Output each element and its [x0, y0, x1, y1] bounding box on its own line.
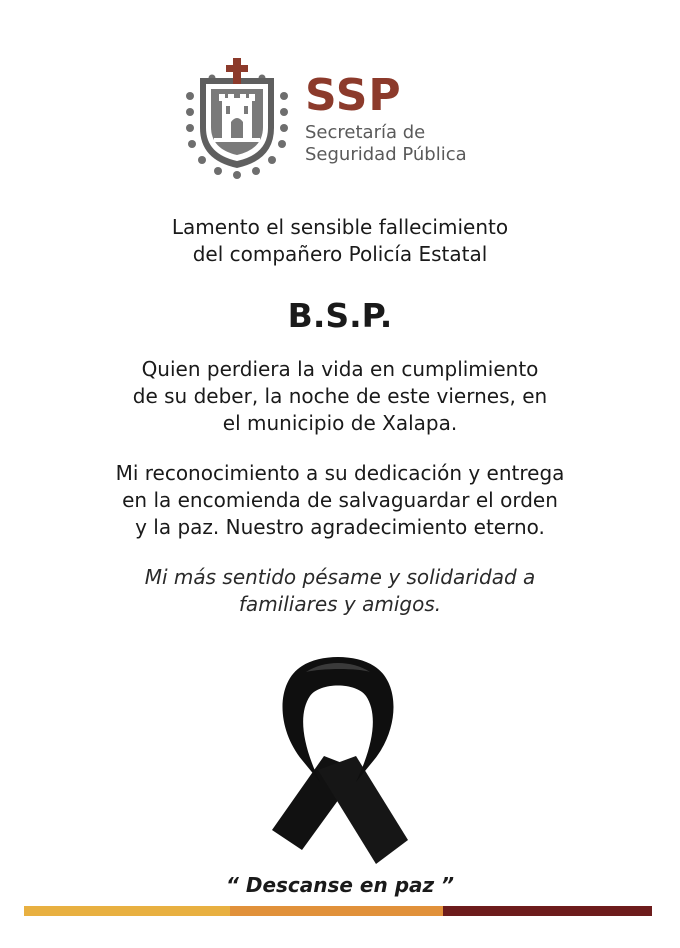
mourning-ribbon-icon — [262, 652, 414, 872]
footer-color-bar — [24, 906, 652, 916]
intro-text — [0, 214, 680, 268]
coat-of-arms-icon — [178, 56, 296, 184]
ssp-name-line1: Secretaría de — [305, 122, 426, 143]
recognition-paragraph — [0, 460, 680, 541]
ssp-logo — [0, 52, 680, 192]
circumstances-paragraph — [0, 356, 680, 437]
paragraph-line: de su deber, la noche de este viernes, en — [132, 384, 548, 408]
condolence-line: Mi más sentido pésame y solidaridad a — [144, 565, 536, 589]
ssp-name-line2: Seguridad Pública — [305, 144, 467, 165]
bar-segment-maroon — [443, 906, 652, 916]
paragraph-line: Mi reconocimiento a su dedicación y entrega — [115, 461, 565, 485]
paragraph-line: Quien perdiera la vida en cumplimiento — [141, 357, 539, 381]
ssp-acronym: SSP — [305, 70, 402, 121]
deceased-initials: B.S.P. — [287, 296, 393, 335]
condolence-line: familiares y amigos. — [238, 592, 442, 616]
bar-segment-orange — [230, 906, 443, 916]
paragraph-line: el municipio de Xalapa. — [222, 411, 458, 435]
paragraph-line: y la paz. Nuestro agradecimiento eterno. — [135, 515, 545, 539]
paragraph-line: en la encomienda de salvaguardar el orden — [122, 488, 558, 512]
condolence-message — [0, 564, 680, 618]
intro-line: Lamento el sensible fallecimiento — [171, 215, 509, 239]
rest-in-peace-text: “ Descanse en paz ” — [226, 873, 454, 897]
intro-line: del compañero Policía Estatal — [192, 242, 488, 266]
bar-segment-yellow — [24, 906, 230, 916]
